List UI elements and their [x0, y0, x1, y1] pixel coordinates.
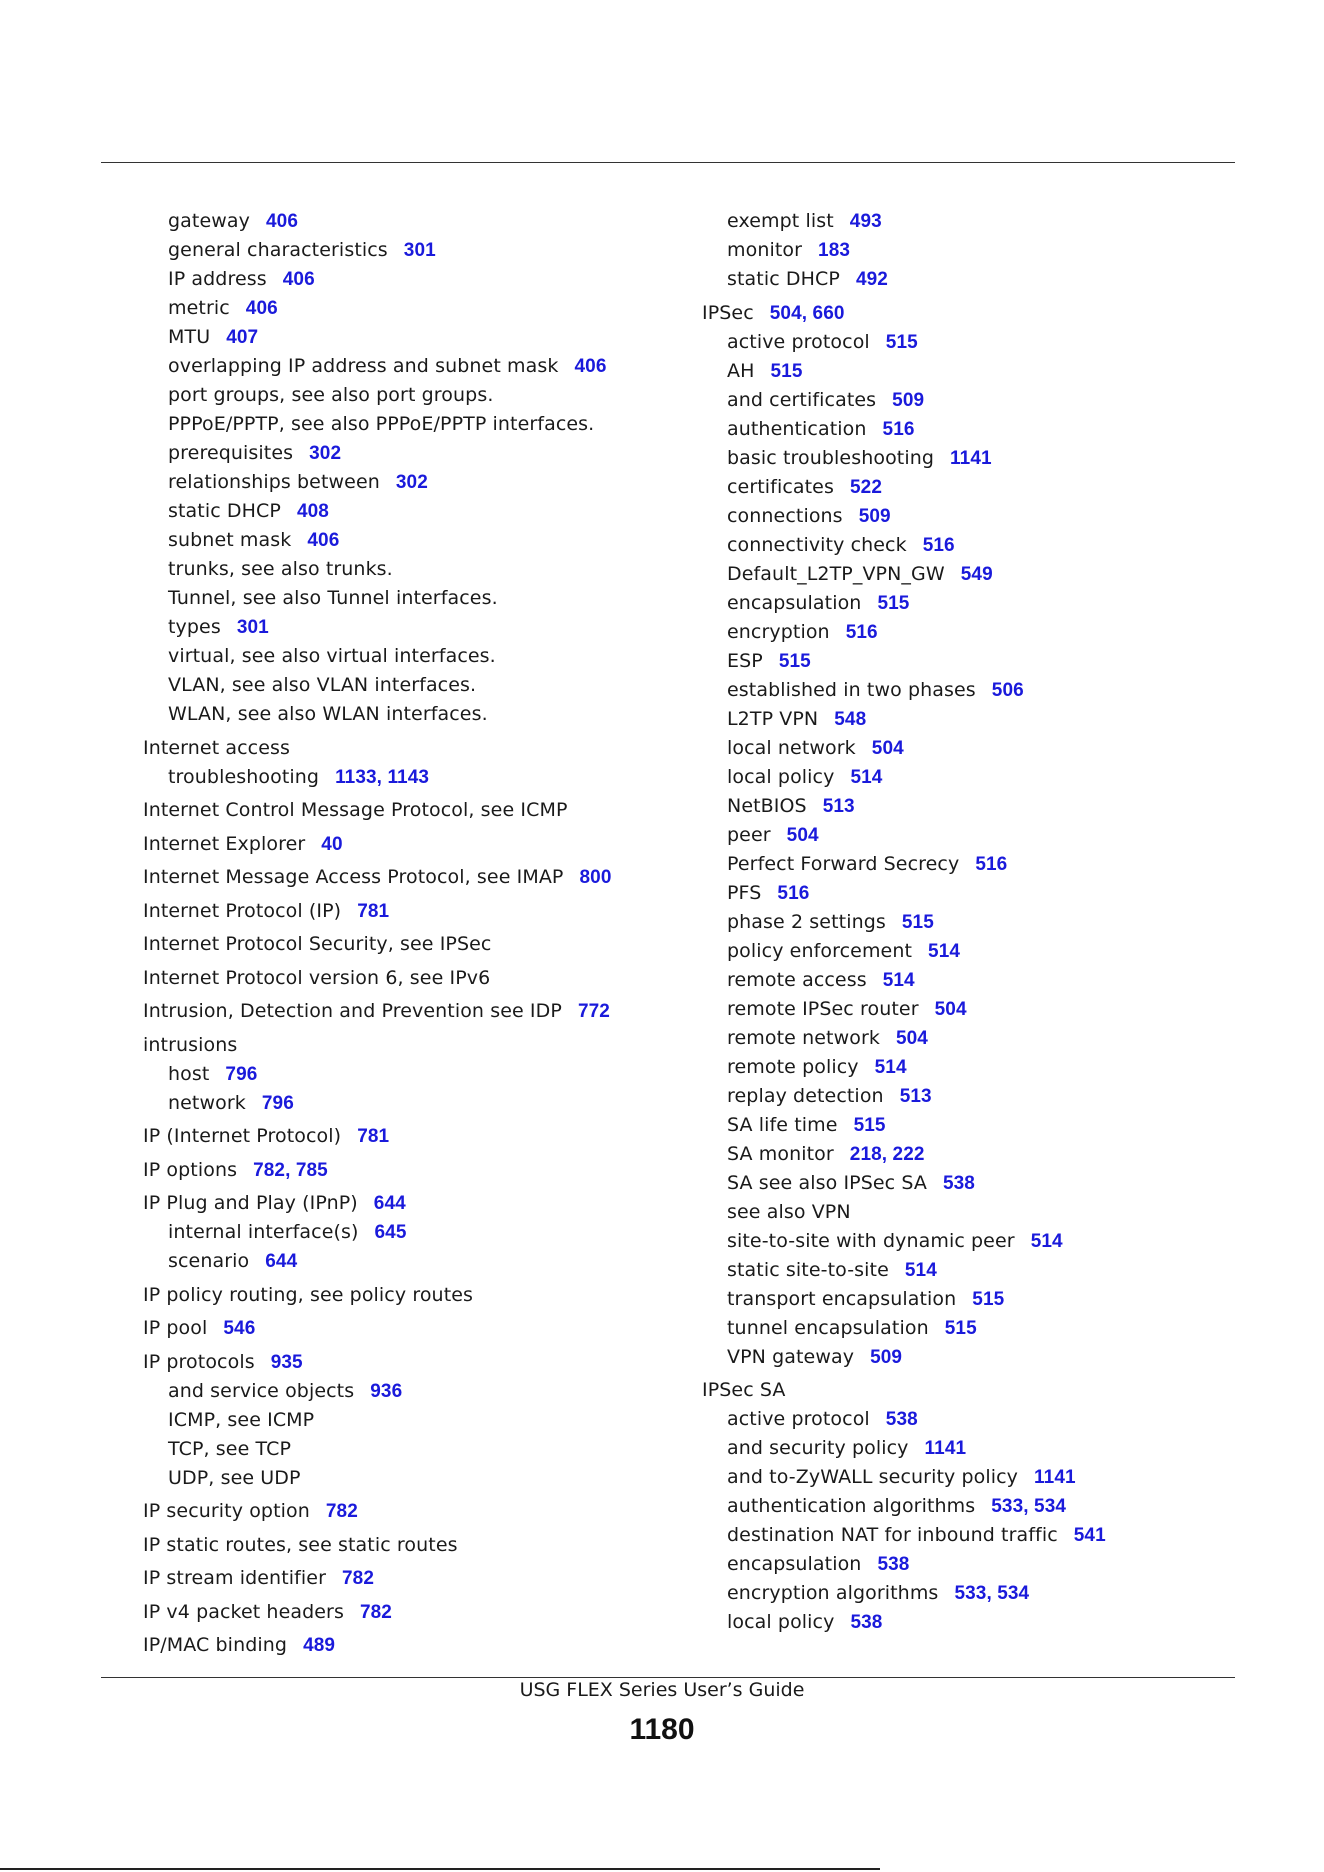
page-reference-link[interactable]: 504: [871, 737, 904, 759]
index-term: policy enforcement: [727, 939, 913, 962]
index-term: overlapping IP address and subnet mask: [168, 355, 559, 377]
index-entry: [143, 1348, 683, 1377]
index-term: remote network: [727, 1026, 880, 1049]
index-entry: [143, 1031, 683, 1060]
index-term: general characteristics: [168, 239, 388, 261]
page-reference-link[interactable]: 406: [265, 211, 298, 232]
page-reference-link[interactable]: 514: [1030, 1230, 1063, 1252]
index-entry: [143, 439, 683, 468]
index-entry: [143, 1497, 683, 1526]
page-reference-link[interactable]: 515: [972, 1288, 1005, 1310]
page-reference-link[interactable]: 796: [225, 1063, 258, 1085]
page-reference-link[interactable]: 935: [270, 1351, 303, 1373]
page-reference-link[interactable]: 541: [1073, 1525, 1106, 1546]
page-reference-link[interactable]: 515: [853, 1114, 886, 1136]
index-entry: [143, 381, 683, 410]
index-term: MTU: [168, 326, 211, 348]
page-reference-link[interactable]: 489: [303, 1635, 336, 1656]
page-reference-link[interactable]: 538: [877, 1554, 910, 1575]
page-reference-link[interactable]: 538: [942, 1172, 975, 1194]
index-term: and certificates: [727, 388, 877, 411]
index-entry: [702, 1376, 1242, 1405]
index-term: encapsulation: [727, 1553, 862, 1575]
index-term: SA monitor: [727, 1142, 834, 1165]
index-term: static DHCP: [168, 500, 281, 522]
index-entry: [702, 1550, 1242, 1579]
index-term: Internet Protocol version 6, see IPv6: [143, 966, 491, 989]
index-term: and to-ZyWALL security policy: [727, 1466, 1019, 1488]
page-reference-link[interactable]: 645: [374, 1222, 407, 1243]
page-reference-link[interactable]: 772: [577, 1001, 610, 1022]
index-entry: [702, 647, 1242, 676]
page-reference-link[interactable]: 514: [882, 969, 915, 991]
index-entry: [702, 1198, 1242, 1227]
page-reference-link[interactable]: 492: [855, 269, 888, 290]
index-term: Internet Protocol (IP): [143, 899, 342, 922]
index-term: remote IPSec router: [727, 997, 919, 1020]
index-term: local policy: [727, 765, 835, 788]
page-reference-link[interactable]: 644: [373, 1193, 406, 1214]
index-entry: [143, 1406, 683, 1435]
index-term: SA life time: [727, 1113, 838, 1136]
index-term: authentication algorithms: [727, 1495, 976, 1517]
page-reference-link[interactable]: 513: [822, 795, 855, 817]
index-term: transport encapsulation: [727, 1287, 957, 1310]
page-reference-link[interactable]: 515: [778, 650, 811, 672]
index-entry: [143, 1377, 683, 1406]
index-entry: [702, 1434, 1242, 1463]
page-reference-link[interactable]: 516: [882, 418, 915, 440]
index-term: IP protocols: [143, 1350, 255, 1373]
index-term: destination NAT for inbound traffic: [727, 1524, 1058, 1546]
index-entry: [702, 1314, 1242, 1343]
page-reference-link[interactable]: 406: [307, 530, 340, 551]
index-term: port groups, see also port groups.: [168, 384, 494, 406]
page-reference-link[interactable]: 1141: [1034, 1467, 1076, 1488]
page-reference-link[interactable]: 782: [342, 1568, 375, 1589]
index-entry: [143, 863, 683, 892]
index-term: scenario: [168, 1250, 250, 1272]
index-entry: [143, 323, 683, 352]
index-entry: [702, 444, 1242, 473]
index-entry: [143, 1598, 683, 1627]
index-entry: [702, 1405, 1242, 1434]
index-entry: [143, 1281, 683, 1310]
index-entry: [143, 468, 683, 497]
page-reference-link[interactable]: 796: [261, 1092, 294, 1114]
index-term: connectivity check: [727, 533, 907, 556]
page-reference-link[interactable]: 538: [850, 1612, 883, 1633]
page-reference-link[interactable]: 522: [849, 476, 882, 498]
page-reference-link[interactable]: 515: [770, 360, 803, 382]
index-term: authentication: [727, 417, 867, 440]
index-term: site-to-site with dynamic peer: [727, 1229, 1015, 1252]
page-reference-link[interactable]: 506: [991, 679, 1024, 701]
index-entry: [143, 265, 683, 294]
index-term: IPSec: [702, 301, 754, 324]
page-reference-link[interactable]: 515: [901, 911, 934, 933]
index-entry: [702, 299, 1242, 328]
index-term: ICMP, see ICMP: [168, 1408, 315, 1431]
index-term: phase 2 settings: [727, 910, 886, 933]
index-term: certificates: [727, 475, 834, 498]
index-entry: [702, 415, 1242, 444]
index-term: Internet Message Access Protocol, see IMAP: [143, 866, 564, 888]
index-term: Tunnel, see also Tunnel interfaces.: [168, 587, 498, 609]
index-entry: [702, 1140, 1242, 1169]
page-reference-link[interactable]: 406: [574, 356, 607, 377]
index-term: active protocol: [727, 330, 870, 353]
page-reference-link[interactable]: 516: [845, 621, 878, 643]
page-reference-link[interactable]: 516: [922, 534, 955, 556]
index-term: network: [168, 1091, 246, 1114]
index-entry: [143, 897, 683, 926]
index-entry: [702, 386, 1242, 415]
index-entry: [702, 1343, 1242, 1372]
index-term: basic troubleshooting: [727, 446, 935, 469]
page-reference-link[interactable]: 800: [579, 867, 612, 888]
index-term: gateway: [168, 210, 250, 232]
index-term: NetBIOS: [727, 794, 807, 817]
page-reference-link[interactable]: 406: [245, 298, 278, 319]
page-reference-link[interactable]: 1141: [950, 447, 992, 469]
page-reference-link[interactable]: 183: [818, 240, 851, 261]
index-term: relationships between: [168, 471, 380, 493]
page-reference-link[interactable]: 504, 660: [769, 302, 845, 324]
index-entry: [702, 676, 1242, 705]
index-term: L2TP VPN: [727, 707, 819, 730]
index-term: SA see also IPSec SA: [727, 1171, 927, 1194]
page-reference-link[interactable]: 644: [265, 1251, 298, 1272]
index-term: local policy: [727, 1611, 835, 1633]
index-term: IP options: [143, 1158, 238, 1181]
index-entry: [143, 352, 683, 381]
index-term: types: [168, 616, 221, 638]
index-entry: [702, 502, 1242, 531]
index-entry: [702, 763, 1242, 792]
index-entry: [702, 1256, 1242, 1285]
index-term: WLAN, see also WLAN interfaces.: [168, 703, 488, 725]
index-entry: [143, 1089, 683, 1118]
index-term: AH: [727, 359, 755, 382]
index-term: Intrusion, Detection and Prevention see IDP: [143, 1000, 562, 1022]
page-reference-link[interactable]: 515: [885, 331, 918, 353]
index-entry: [143, 642, 683, 671]
index-entry: [143, 1464, 683, 1493]
page-reference-link[interactable]: 493: [849, 211, 882, 232]
index-column-right: [702, 207, 1242, 1637]
index-entry: [702, 207, 1242, 236]
index-term: static site-to-site: [727, 1258, 889, 1281]
index-entry: [143, 830, 683, 859]
index-entry: [143, 1631, 683, 1660]
page-reference-link[interactable]: 1133, 1143: [335, 766, 430, 788]
page-reference-link[interactable]: 504: [786, 824, 819, 846]
index-term: metric: [168, 297, 230, 319]
index-term: Default_L2TP_VPN_GW: [727, 562, 945, 585]
index-term: UDP, see UDP: [168, 1466, 301, 1489]
index-term: established in two phases: [727, 678, 976, 701]
index-term: IPSec SA: [702, 1379, 786, 1401]
index-entry: [143, 526, 683, 555]
index-column-left: [143, 207, 683, 1660]
index-entry: [702, 879, 1242, 908]
header-rule: [101, 162, 1235, 163]
page-reference-link[interactable]: 509: [892, 389, 925, 411]
index-term: and security policy: [727, 1437, 909, 1459]
page-reference-link[interactable]: 781: [357, 1126, 390, 1147]
index-entry: [702, 357, 1242, 386]
index-entry: [143, 236, 683, 265]
index-term: replay detection: [727, 1084, 884, 1107]
index-entry: [702, 560, 1242, 589]
index-entry: [702, 236, 1242, 265]
page-reference-link[interactable]: 504: [934, 998, 967, 1020]
page-reference-link[interactable]: 515: [877, 592, 910, 614]
index-entry: [702, 618, 1242, 647]
index-term: IP policy routing, see policy routes: [143, 1283, 474, 1306]
index-entry: [702, 1521, 1242, 1550]
index-entry: [702, 265, 1242, 294]
index-term: trunks, see also trunks.: [168, 558, 393, 580]
index-entry: [702, 1082, 1242, 1111]
index-entry: [143, 997, 683, 1026]
index-entry: [143, 613, 683, 642]
page-reference-link[interactable]: 936: [370, 1380, 403, 1402]
index-term: Perfect Forward Secrecy: [727, 852, 960, 875]
index-entry: [702, 734, 1242, 763]
index-entry: [143, 1122, 683, 1151]
index-entry: [143, 1531, 683, 1560]
index-entry: [143, 1247, 683, 1276]
index-entry: [702, 966, 1242, 995]
index-entry: [143, 964, 683, 993]
index-entry: [143, 1435, 683, 1464]
index-term: Internet access: [143, 736, 291, 759]
page-reference-link[interactable]: 301: [403, 240, 436, 261]
index-entry: [702, 850, 1242, 879]
page-reference-link[interactable]: 514: [850, 766, 883, 788]
index-term: IP (Internet Protocol): [143, 1125, 342, 1147]
index-term: IP security option: [143, 1500, 310, 1522]
index-entry: [702, 908, 1242, 937]
page-reference-link[interactable]: 782: [359, 1601, 392, 1623]
index-entry: [702, 473, 1242, 502]
index-entry: [143, 1564, 683, 1593]
index-entry: [143, 555, 683, 584]
index-term: prerequisites: [168, 442, 294, 464]
index-entry: [702, 589, 1242, 618]
index-term: troubleshooting: [168, 765, 320, 788]
index-term: encapsulation: [727, 591, 862, 614]
index-term: intrusions: [143, 1033, 238, 1056]
index-entry: [143, 796, 683, 825]
page-reference-link[interactable]: 218, 222: [849, 1143, 925, 1165]
index-entry: [702, 821, 1242, 850]
index-term: see also VPN: [727, 1200, 851, 1223]
page-reference-link[interactable]: 514: [928, 940, 961, 962]
page-reference-link[interactable]: 509: [858, 505, 891, 527]
index-term: encryption: [727, 620, 830, 643]
page-reference-link[interactable]: 513: [899, 1085, 932, 1107]
index-entry: [702, 1227, 1242, 1256]
index-term: active protocol: [727, 1408, 870, 1430]
index-entry: [143, 410, 683, 439]
index-entry: [702, 1111, 1242, 1140]
index-entry: [143, 207, 683, 236]
index-term: internal interface(s): [168, 1221, 359, 1243]
index-entry: [143, 700, 683, 729]
index-entry: [143, 1189, 683, 1218]
index-entry: [702, 1608, 1242, 1637]
index-term: VPN gateway: [727, 1345, 855, 1368]
page-reference-link[interactable]: 533, 534: [991, 1496, 1067, 1517]
index-entry: [702, 705, 1242, 734]
index-term: IP static routes, see static routes: [143, 1533, 458, 1556]
index-term: IP v4 packet headers: [143, 1600, 344, 1623]
page-reference-link[interactable]: 546: [223, 1318, 256, 1339]
index-term: PFS: [727, 881, 762, 904]
index-entry: [702, 1285, 1242, 1314]
index-entry: [143, 584, 683, 613]
page-reference-link[interactable]: 514: [904, 1259, 937, 1281]
index-term: exempt list: [727, 210, 834, 232]
index-entry: [143, 763, 683, 792]
page-reference-link[interactable]: 40: [321, 833, 343, 855]
index-term: TCP, see TCP: [168, 1437, 292, 1460]
page-reference-link[interactable]: 514: [874, 1056, 907, 1078]
index-term: IP pool: [143, 1317, 208, 1339]
page-reference-link[interactable]: 515: [944, 1317, 977, 1339]
index-term: host: [168, 1062, 210, 1085]
page-reference-link[interactable]: 509: [870, 1346, 903, 1368]
page-reference-link[interactable]: 533, 534: [954, 1583, 1030, 1604]
page-reference-link[interactable]: 549: [960, 563, 993, 585]
page-reference-link[interactable]: 782, 785: [253, 1159, 328, 1181]
index-term: and service objects: [168, 1379, 355, 1402]
index-entry: [143, 1060, 683, 1089]
page-reference-link[interactable]: 781: [357, 900, 390, 922]
page-reference-link[interactable]: 301: [236, 617, 269, 638]
index-entry: [702, 1053, 1242, 1082]
index-entry: [702, 792, 1242, 821]
page-reference-link[interactable]: 538: [885, 1409, 918, 1430]
index-entry: [143, 1314, 683, 1343]
index-entry: [143, 734, 683, 763]
index-term: encryption algorithms: [727, 1582, 939, 1604]
index-entry: [702, 531, 1242, 560]
page-reference-link[interactable]: 302: [309, 443, 342, 464]
index-entry: [143, 1156, 683, 1185]
index-term: Internet Protocol Security, see IPSec: [143, 933, 492, 955]
index-term: PPPoE/PPTP, see also PPPoE/PPTP interfaces.: [168, 413, 595, 435]
index-term: virtual, see also virtual interfaces.: [168, 645, 496, 667]
page-reference-link[interactable]: 504: [895, 1027, 928, 1049]
page-reference-link[interactable]: 548: [834, 708, 867, 730]
index-term: Internet Explorer: [143, 832, 306, 855]
index-term: IP Plug and Play (IPnP): [143, 1192, 358, 1214]
page-reference-link[interactable]: 302: [395, 472, 428, 493]
index-term: tunnel encapsulation: [727, 1316, 929, 1339]
index-term: Internet Control Message Protocol, see ICMP: [143, 799, 568, 821]
index-term: connections: [727, 504, 843, 527]
index-term: remote access: [727, 968, 867, 991]
index-term: IP stream identifier: [143, 1567, 326, 1589]
index-entry: [702, 328, 1242, 357]
page-reference-link[interactable]: 516: [975, 853, 1008, 875]
page-reference-link[interactable]: 516: [777, 882, 810, 904]
index-term: VLAN, see also VLAN interfaces.: [168, 674, 477, 696]
scan-edge-line: [0, 1868, 880, 1870]
index-term: IP/MAC binding: [143, 1634, 288, 1656]
index-term: remote policy: [727, 1055, 859, 1078]
page-reference-link[interactable]: 408: [296, 501, 329, 522]
index-entry: [143, 497, 683, 526]
index-term: ESP: [727, 649, 763, 672]
index-entry: [143, 930, 683, 959]
index-entry: [702, 937, 1242, 966]
index-entry: [143, 1218, 683, 1247]
page-reference-link[interactable]: 1141: [924, 1438, 967, 1459]
index-term: local network: [727, 736, 856, 759]
index-term: monitor: [727, 239, 803, 261]
index-entry: [702, 1492, 1242, 1521]
index-entry: [702, 1169, 1242, 1198]
footer-guide-title: USG FLEX Series User’s Guide: [519, 1679, 805, 1701]
index-entry: [702, 1579, 1242, 1608]
page-reference-link[interactable]: 407: [226, 327, 259, 348]
index-entry: [702, 1463, 1242, 1492]
index-entry: [143, 671, 683, 700]
page-reference-link[interactable]: 782: [325, 1501, 358, 1522]
index-term: static DHCP: [727, 268, 840, 290]
page-reference-link[interactable]: 406: [282, 269, 315, 290]
index-entry: [702, 995, 1242, 1024]
index-term: IP address: [168, 268, 267, 290]
footer-page-number: 1180: [629, 1713, 695, 1746]
index-entry: [702, 1024, 1242, 1053]
index-entry: [143, 294, 683, 323]
index-term: peer: [727, 823, 771, 846]
index-term: subnet mask: [168, 529, 292, 551]
